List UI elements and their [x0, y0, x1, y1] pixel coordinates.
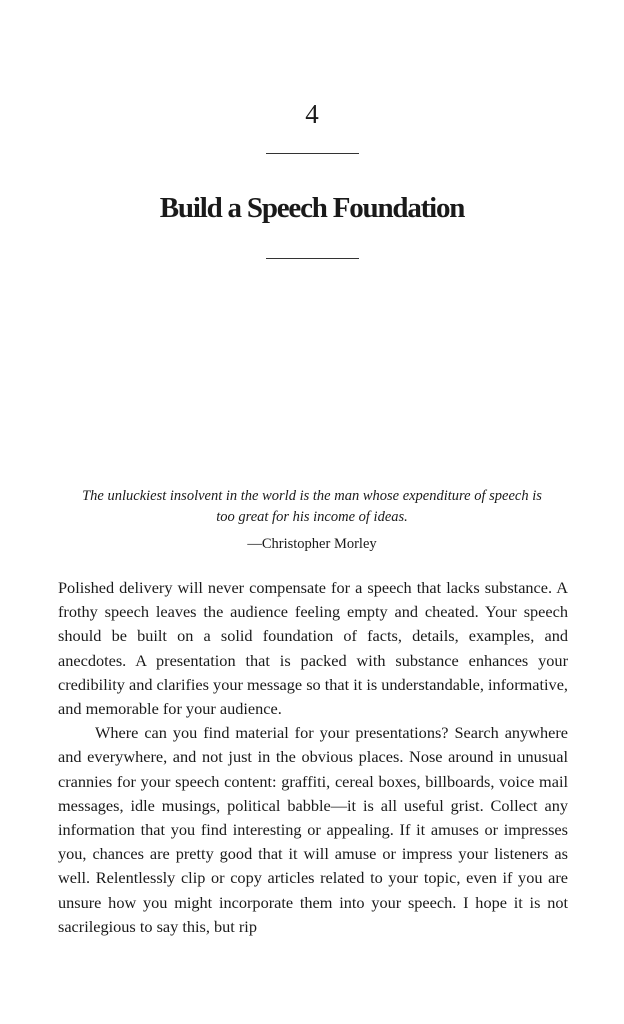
epigraph-attribution: —Christopher Morley [247, 536, 377, 552]
body-text [58, 576, 568, 939]
bottom-divider [266, 258, 359, 259]
paragraph: Polished delivery will never compensate for a speech that lacks substance. A frothy speech leaves the audience feeling empty and cheated. Your speech should be built on a solid foundation of facts, details, examples, and anecdotes. A presentation that is packed with substance enhances your credibility and clarifies your message so that it is understandable, informative, and memorable for your audience. [58, 578, 568, 719]
chapter-title: Build a Speech Foundation [159, 192, 465, 224]
top-divider [266, 153, 359, 154]
chapter-number: 4 [305, 99, 319, 129]
paragraph: Where can you find material for your presentations? Search anywhere and everywhere, and not just in the obvious places. Nose around in unusual crannies for your speech content: graffiti, cereal boxes, billboards, voice mail messages, idle musings, political babble—it is all useful grist. Collect any information that you find interesting or appealing. If it amuses or impresses you, chances are pretty good that it will amuse or impress your listeners as well. Relentlessly clip or copy articles related to your topic, even if you are unsure how you might incorporate them into your speech. I hope it is not sacrilegious to say this, but rip [58, 723, 568, 936]
epigraph-quote: The unluckiest insolvent in the world is the man whose expenditure of speech is too great for his income of ideas. [82, 488, 542, 525]
